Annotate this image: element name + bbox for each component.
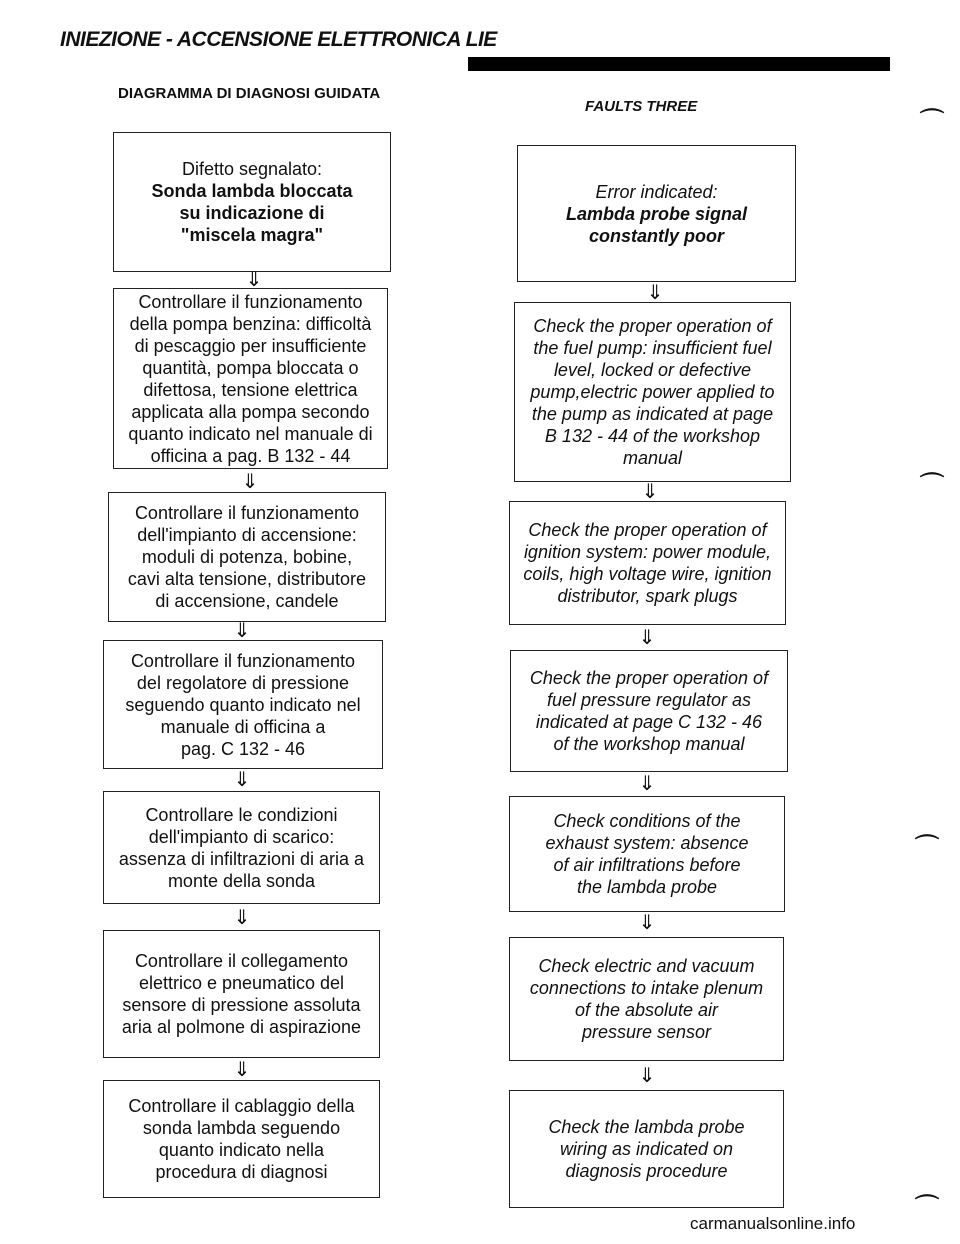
it-box-1-line-4: "miscela magra"	[180, 225, 324, 245]
it-box-4-line-5: pag. C 132 - 46	[180, 738, 306, 759]
it-box-2-line-7: quanto indicato nel manuale di	[128, 423, 373, 444]
en-box-6	[509, 937, 784, 1061]
it-box-2-line-8: officina a pag. B 132 - 44	[150, 445, 351, 466]
down-arrow-icon: ⇓	[241, 471, 259, 493]
down-arrow-icon: ⇓	[233, 620, 251, 642]
en-box-1-line-1: Error indicated:	[595, 181, 718, 202]
it-box-5-line-2: dell'impianto di scarico:	[148, 826, 335, 847]
it-box-6-line-3: sensore di pressione assoluta	[122, 995, 361, 1015]
en-box-7-line-3: diagnosis procedure	[565, 1161, 728, 1181]
it-box-1-line-3: su indicazione di	[179, 203, 325, 223]
it-box-2	[113, 288, 388, 469]
it-box-2-line-6: applicata alla pompa secondo	[131, 401, 370, 422]
en-box-6-line-1: Check electric and vacuum	[538, 956, 755, 976]
down-arrow-icon: ⇓	[646, 282, 664, 304]
en-box-4	[510, 650, 788, 772]
it-box-3	[108, 492, 386, 622]
en-box-7-line-1: Check the lambda probe	[548, 1117, 745, 1137]
down-arrow-icon: ⇓	[638, 912, 656, 934]
it-box-2-line-4: quantità, pompa bloccata o	[142, 357, 359, 378]
en-box-3	[509, 501, 786, 625]
down-arrow-icon: ⇓	[641, 481, 659, 503]
it-box-7	[103, 1080, 380, 1198]
it-box-3-line-5: di accensione, candele	[155, 591, 339, 611]
it-box-6-line-4: aria al polmone di aspirazione	[121, 1017, 362, 1037]
en-box-5-line-4: the lambda probe	[576, 877, 718, 897]
en-box-3-line-4: distributor, spark plugs	[557, 586, 738, 606]
en-box-1-line-2: Lambda probe signal	[565, 203, 748, 224]
margin-mark: ⌒	[920, 472, 944, 499]
english-diagram-title: FAULTS THREE	[585, 98, 698, 115]
it-box-4-line-1: Controllare il funzionamento	[130, 650, 356, 671]
en-box-7-line-2: wiring as indicated on	[559, 1139, 734, 1159]
it-box-6	[103, 930, 380, 1058]
it-box-4	[103, 640, 383, 769]
it-box-3-line-1: Controllare il funzionamento	[134, 503, 360, 523]
watermark-footer: carmanualsonline.info	[690, 1214, 856, 1233]
en-box-6-line-4: pressure sensor	[581, 1022, 712, 1042]
down-arrow-icon: ⇓	[245, 269, 263, 291]
down-arrow-icon: ⇓	[638, 1065, 656, 1087]
down-arrow-icon: ⇓	[233, 769, 251, 791]
margin-mark: ⌒	[915, 1194, 939, 1221]
it-box-3-line-4: cavi alta tensione, distributore	[127, 569, 367, 589]
en-box-2-line-2: the fuel pump: insufficient fuel	[533, 338, 772, 358]
it-box-5	[103, 791, 380, 904]
down-arrow-icon: ⇓	[638, 773, 656, 795]
it-box-6-line-2: elettrico e pneumatico del	[138, 973, 345, 993]
it-box-7-line-2: sonda lambda seguendo	[142, 1118, 341, 1138]
it-box-4-line-2: del regolatore di pressione	[136, 672, 350, 693]
it-box-1	[113, 132, 391, 272]
it-box-5-line-3: assenza di infiltrazioni di aria a	[118, 848, 365, 869]
en-box-5-line-3: of air infiltrations before	[553, 855, 741, 875]
italian-diagram-title: DIAGRAMMA DI DIAGNOSI GUIDATA	[118, 85, 381, 102]
en-box-5-line-1: Check conditions of the	[553, 811, 741, 831]
en-box-5	[509, 796, 785, 912]
down-arrow-icon: ⇓	[233, 1059, 251, 1081]
en-box-4-line-3: indicated at page C 132 - 46	[535, 712, 763, 732]
en-box-3-line-2: ignition system: power module,	[523, 542, 772, 562]
it-box-7-line-4: procedura di diagnosi	[155, 1162, 328, 1182]
en-box-1-line-3: constantly poor	[588, 225, 724, 246]
en-box-2-line-1: Check the proper operation of	[533, 316, 772, 336]
en-box-2-line-5: the pump as indicated at page	[531, 404, 774, 424]
it-box-5-line-4: monte della sonda	[167, 870, 316, 891]
it-box-2-line-3: di pescaggio per insufficiente	[134, 335, 367, 356]
header-bar	[468, 57, 890, 71]
en-box-2-line-6: B 132 - 44 of the workshop	[544, 426, 761, 446]
en-box-4-line-2: fuel pressure regulator as	[546, 690, 752, 710]
it-box-5-line-1: Controllare le condizioni	[145, 804, 338, 825]
en-box-1	[517, 145, 796, 282]
en-box-4-line-1: Check the proper operation of	[529, 668, 769, 688]
it-box-6-line-1: Controllare il collegamento	[134, 951, 349, 971]
en-box-2	[514, 302, 791, 482]
down-arrow-icon: ⇓	[233, 907, 251, 929]
en-box-3-line-3: coils, high voltage wire, ignition	[523, 564, 772, 584]
it-box-4-line-4: manuale di officina a	[160, 716, 326, 737]
margin-mark: ⌒	[920, 108, 944, 135]
it-box-7-line-3: quanto indicato nella	[158, 1140, 325, 1160]
it-box-1-line-2: Sonda lambda bloccata	[151, 181, 353, 201]
en-box-2-line-7: manual	[622, 448, 683, 468]
en-box-2-line-3: level, locked or defective	[553, 360, 752, 380]
en-box-5-line-2: exhaust system: absence	[545, 833, 749, 853]
it-box-3-line-2: dell'impianto di accensione:	[137, 525, 357, 545]
it-box-2-line-5: difettosa, tensione elettrica	[143, 379, 358, 400]
down-arrow-icon: ⇓	[638, 627, 656, 649]
it-box-2-line-2: della pompa benzina: difficoltà	[129, 313, 372, 334]
page-header-title: INIEZIONE - ACCENSIONE ELETTRONICA LIE	[60, 28, 497, 51]
en-box-6-line-2: connections to intake plenum	[529, 978, 764, 998]
en-box-4-line-4: of the workshop manual	[553, 734, 745, 754]
margin-mark: ⌒	[915, 834, 939, 861]
it-box-7-line-1: Controllare il cablaggio della	[128, 1096, 355, 1116]
en-box-3-line-1: Check the proper operation of	[528, 520, 767, 540]
it-box-3-line-3: moduli di potenza, bobine,	[141, 547, 353, 567]
it-box-4-line-3: seguendo quanto indicato nel	[125, 694, 361, 715]
it-box-1-line-1: Difetto segnalato:	[181, 159, 323, 179]
en-box-2-line-4: pump,electric power applied to	[530, 382, 775, 402]
en-box-7	[509, 1090, 784, 1208]
en-box-6-line-3: of the absolute air	[574, 1000, 719, 1020]
it-box-2-line-1: Controllare il funzionamento	[138, 291, 363, 312]
